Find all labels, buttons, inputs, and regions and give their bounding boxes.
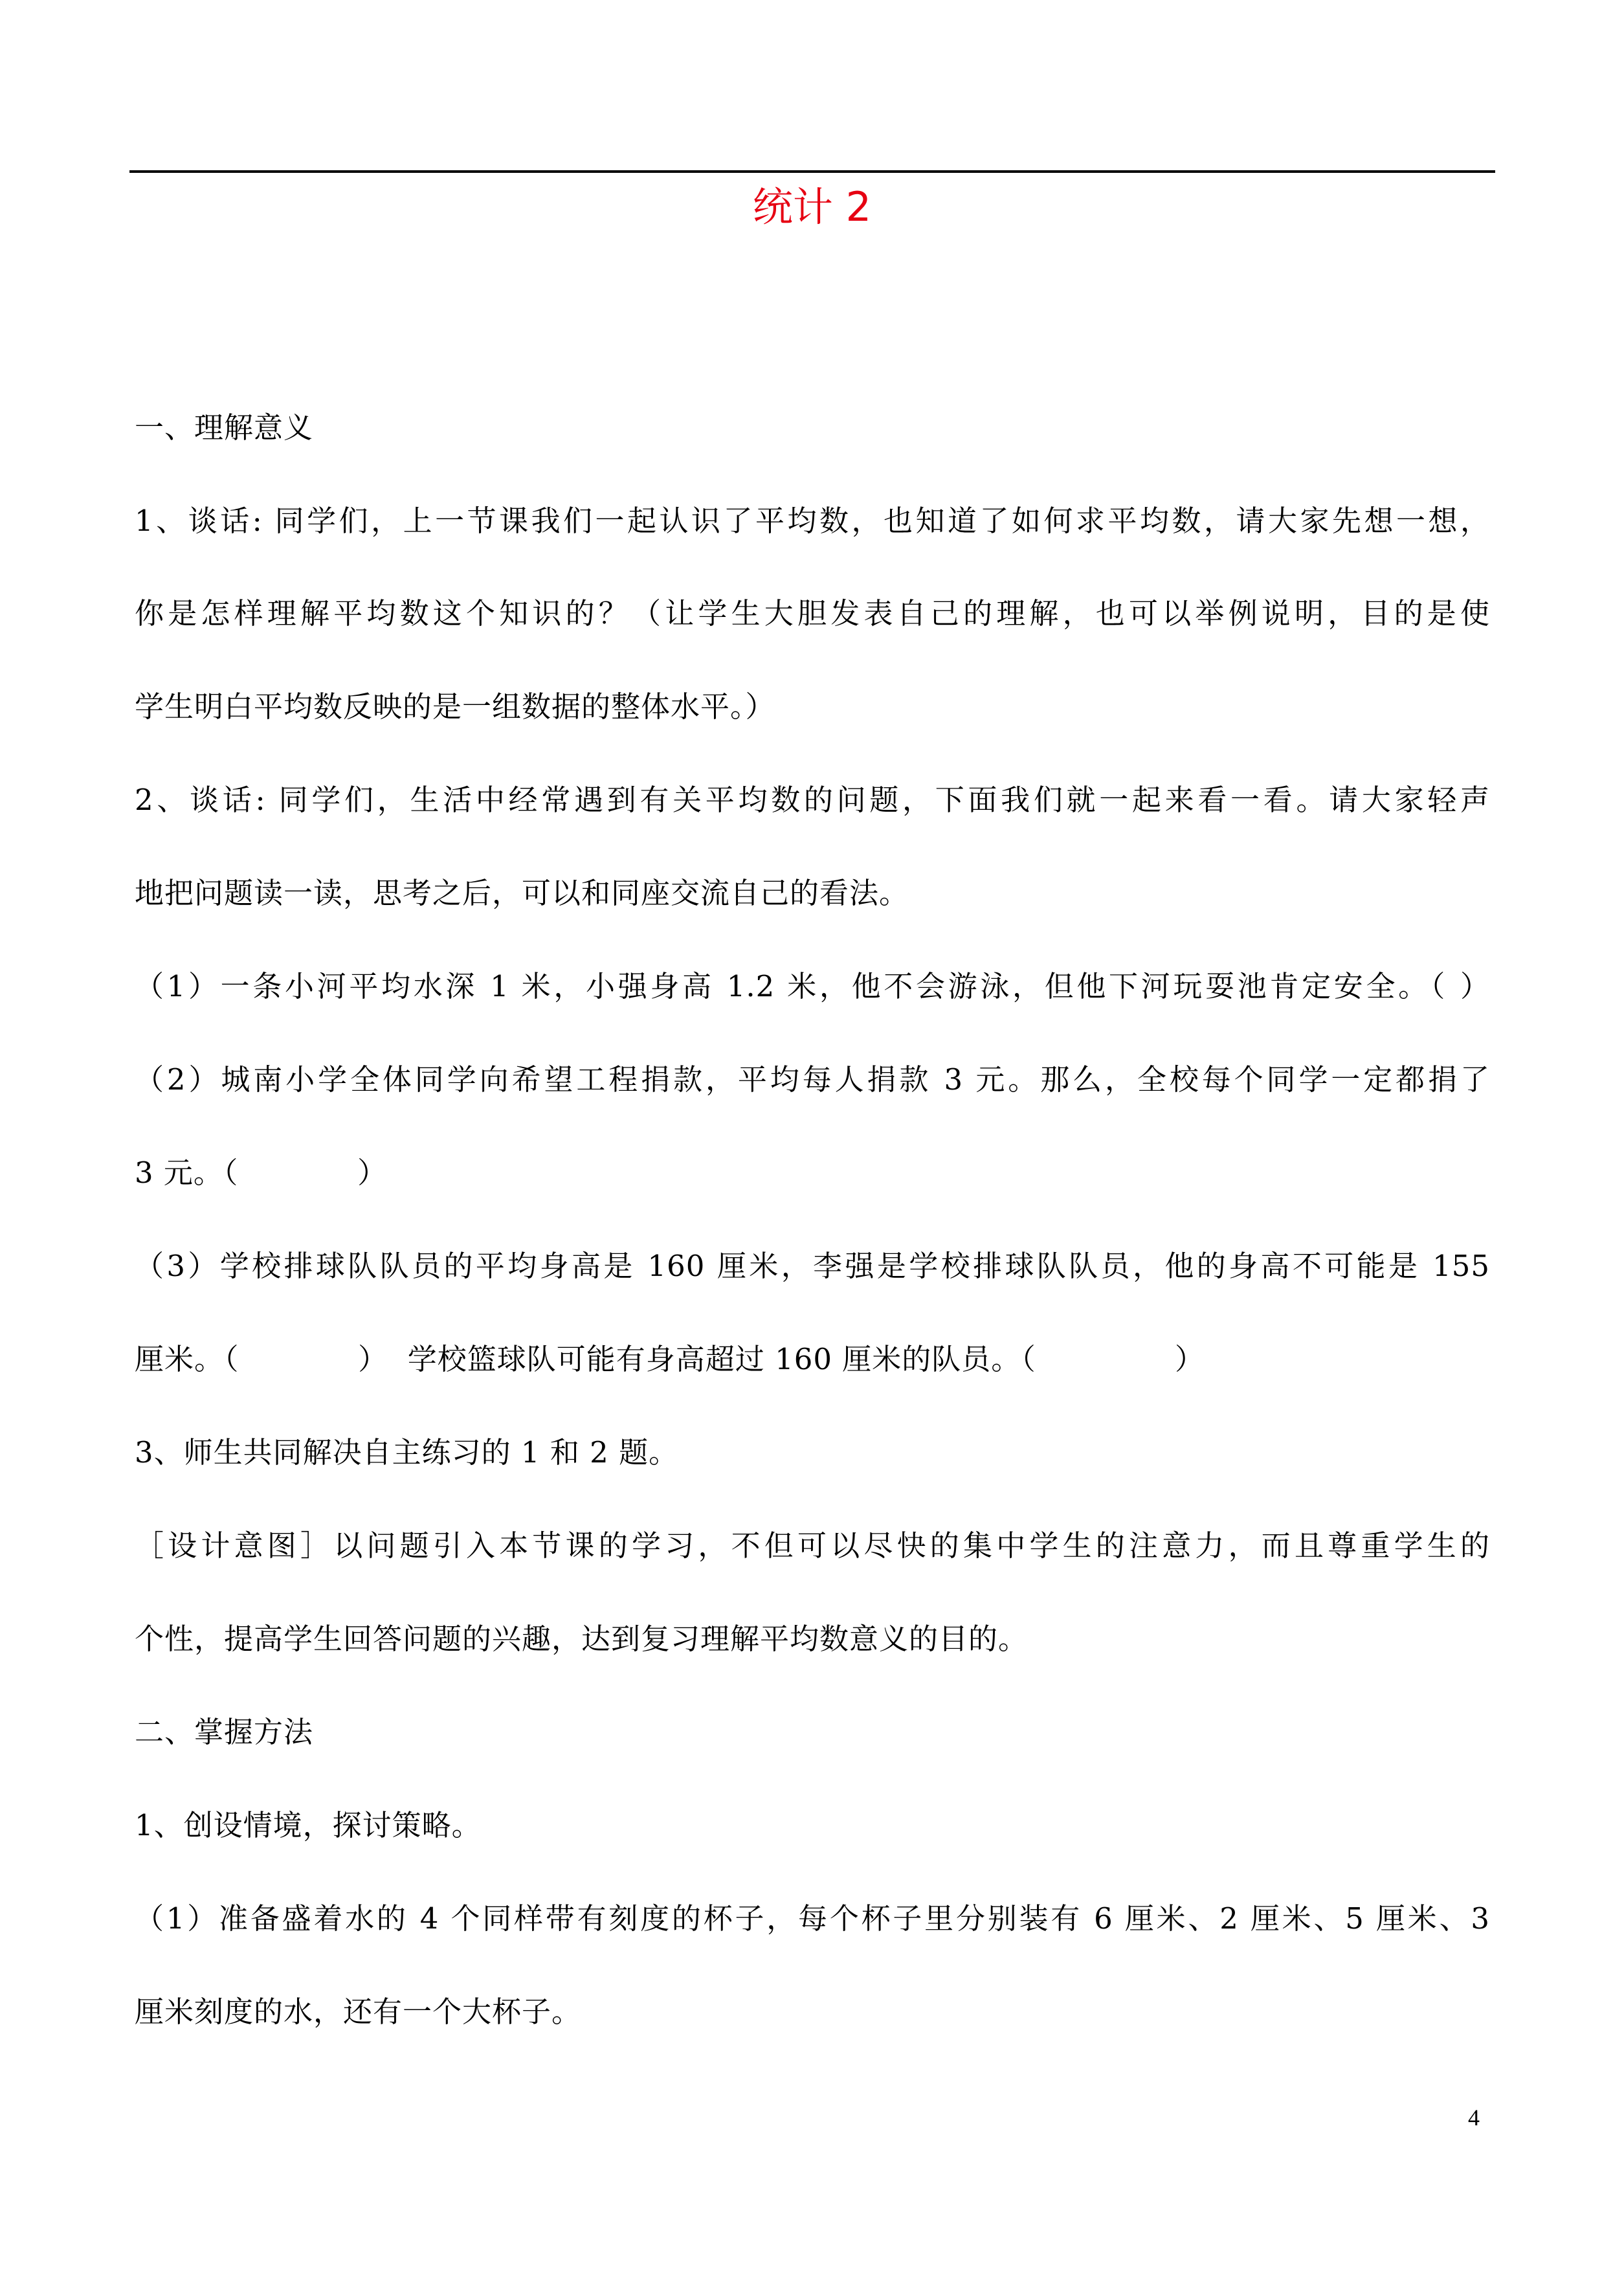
question-2-line2: 3 元。（ ）: [135, 1156, 388, 1190]
page-number: 4: [1468, 2105, 1480, 2131]
design-intent-line2: 个性，提高学生回答问题的兴趣，达到复习理解平均数意义的目的。: [135, 1622, 1029, 1656]
paragraph-talk1-line2: 你是怎样理解平均数这个知识的？（让学生大胆发表自己的理解，也可以举例说明，目的是使: [135, 596, 1490, 631]
section-heading-method: 二、掌握方法: [135, 1715, 314, 1749]
scenario-question-1-line1: （1）准备盛着水的 4 个同样带有刻度的杯子，每个杯子里分别装有 6 厘米、2 厘米、5 厘米、3: [135, 1901, 1490, 1936]
question-3-line2: 厘米。（ ） 学校篮球队可能有身高超过 160 厘米的队员。（ ）: [135, 1342, 1205, 1376]
section-heading-understand: 一、理解意义: [135, 410, 314, 445]
paragraph-talk2-line1: 2、谈话: 同学们，生活中经常遇到有关平均数的问题，下面我们就一起来看一看。请大家轻声: [135, 783, 1490, 817]
paragraph-talk2-line2: 地把问题读一读，思考之后，可以和同座交流自己的看法。: [135, 876, 909, 910]
paragraph-talk1-line1: 1、谈话: 同学们，上一节课我们一起认识了平均数，也知道了如何求平均数，请大家先想一想，: [135, 504, 1490, 538]
design-intent-line1: ［设计意图］以问题引入本节课的学习，不但可以尽快的集中学生的注意力，而且尊重学生的: [135, 1528, 1490, 1563]
paragraph-talk1-line3: 学生明白平均数反映的是一组数据的整体水平。）: [135, 689, 775, 724]
question-1: （1）一条小河平均水深 1 米，小强身高 1.2 米，他不会游泳，但他下河玩耍池肯定安全。（ ）: [135, 969, 1490, 1003]
paragraph-item3: 3、师生共同解决自主练习的 1 和 2 题。: [135, 1435, 679, 1470]
page-title: 统计 2: [752, 183, 872, 230]
header-rule: [129, 170, 1495, 173]
scenario-question-1-line2: 厘米刻度的水，还有一个大杯子。: [135, 1995, 582, 2029]
question-3-line1: （3）学校排球队队员的平均身高是 160 厘米，李强是学校排球队队员，他的身高不可能是 155: [135, 1249, 1490, 1283]
paragraph-scenario: 1、创设情境，探讨策略。: [135, 1808, 482, 1842]
question-2-line1: （2）城南小学全体同学向希望工程捐款，平均每人捐款 3 元。那么，全校每个同学一定都捐了: [135, 1062, 1490, 1097]
